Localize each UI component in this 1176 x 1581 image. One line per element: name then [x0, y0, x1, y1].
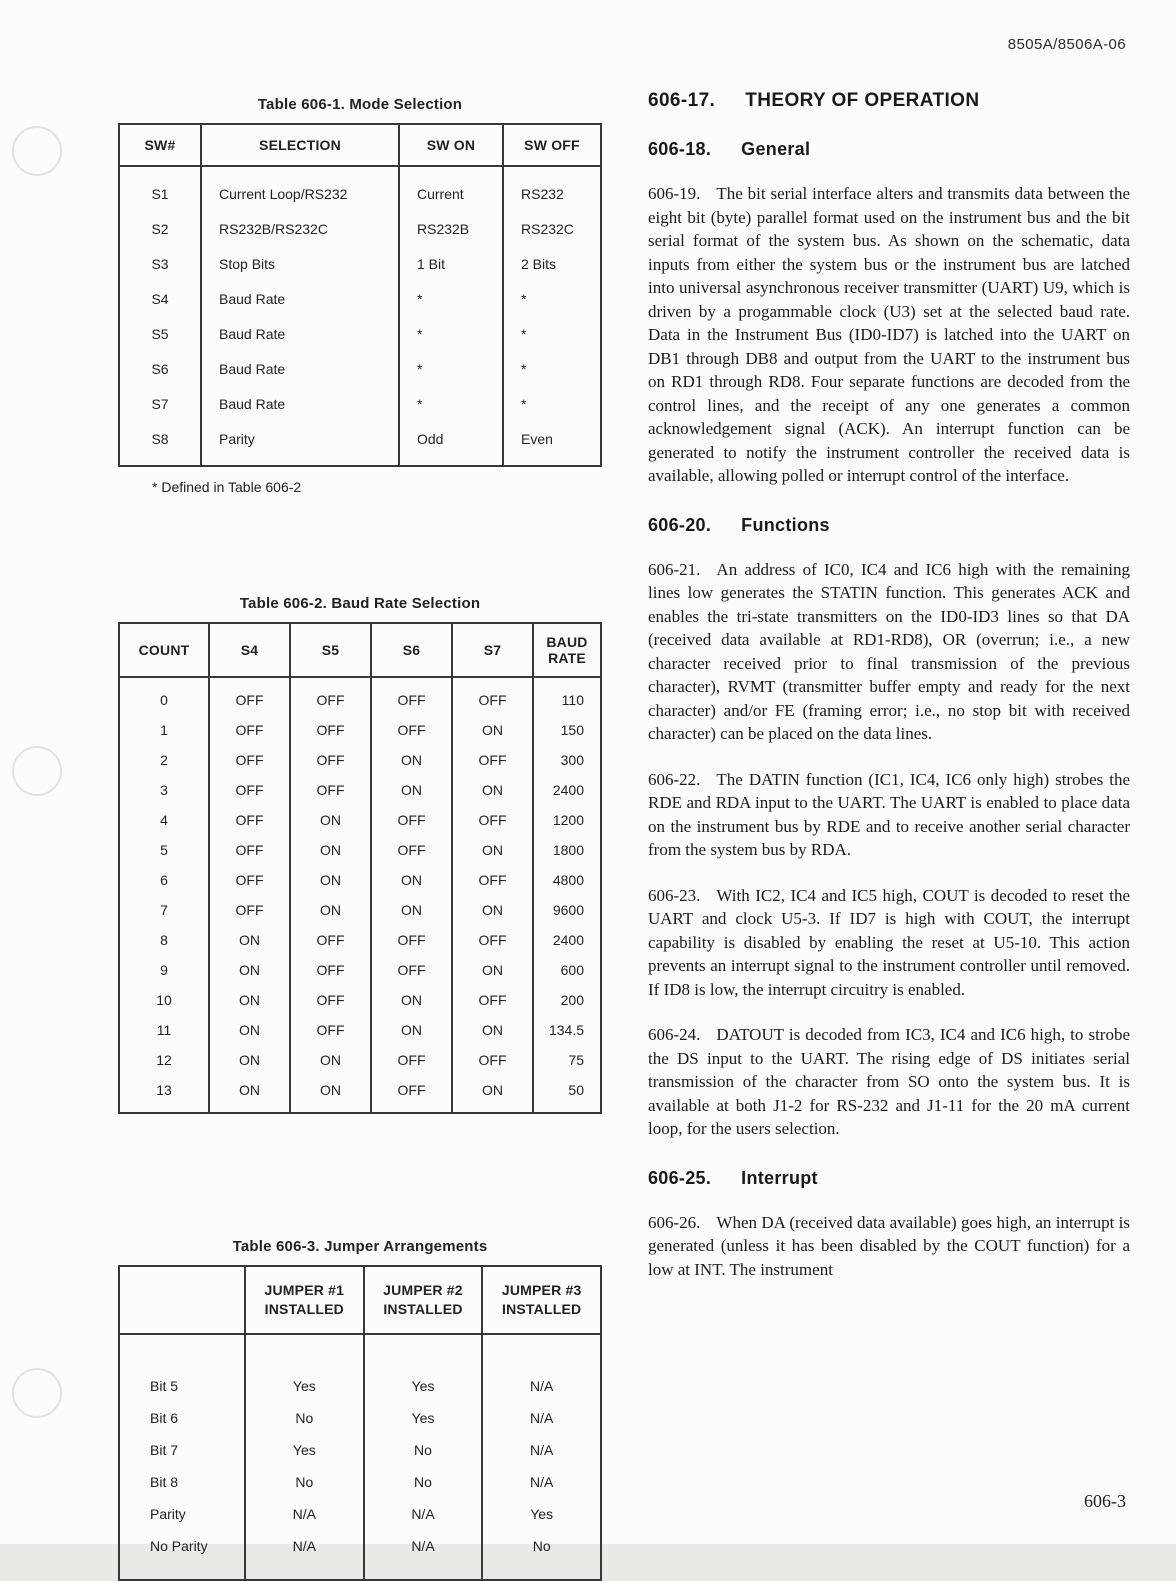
table-row: [119, 715, 601, 745]
table-body: [119, 166, 601, 466]
paragraph-number: 606-23.: [648, 885, 701, 905]
table-cell: Current Loop/RS232: [201, 166, 399, 211]
heading-text: Interrupt: [741, 1167, 818, 1188]
table-row: [119, 955, 601, 985]
table-cell: *: [399, 351, 503, 386]
table-cell: 3: [160, 782, 168, 798]
paragraph-606-21: [648, 558, 1130, 746]
table-cell: ON: [209, 925, 290, 955]
hole-punch: [12, 746, 62, 796]
table-606-3-title: Table 606-3. Jumper Arrangements: [232, 1238, 488, 1255]
table-header-row: [119, 1266, 601, 1334]
table-cell: OFF: [290, 677, 371, 715]
table-cell: OFF: [371, 677, 452, 715]
table-cell: Parity: [150, 1506, 186, 1522]
table-cell: S5: [151, 325, 169, 342]
table-cell: *: [503, 386, 601, 421]
table-cell: No: [482, 1530, 601, 1580]
paragraph-606-26: [648, 1211, 1130, 1282]
jumper-arrangements-table: [118, 1265, 602, 1581]
column-header: S6: [371, 623, 452, 677]
paragraph-606-22: [648, 768, 1130, 862]
table-row: [119, 166, 601, 211]
table-body: [119, 677, 601, 1113]
table-cell: ON: [371, 745, 452, 775]
paragraph-606-24: [648, 1023, 1130, 1141]
column-header: [119, 1266, 245, 1334]
table-cell: S1: [151, 185, 169, 202]
table-body: [119, 1334, 601, 1580]
table-cell: *: [503, 351, 601, 386]
column-header: COUNT: [119, 623, 209, 677]
table-cell: S2: [151, 220, 169, 237]
column-header: SW ON: [399, 124, 503, 166]
table-cell: OFF: [371, 1045, 452, 1075]
table-cell: OFF: [209, 715, 290, 745]
table-cell: S3: [151, 255, 169, 272]
left-column: [118, 96, 602, 1581]
table-cell: 9: [160, 962, 168, 978]
table-cell: RS232B/RS232C: [201, 211, 399, 246]
table-cell: ON: [452, 775, 533, 805]
hole-punch: [12, 126, 62, 176]
table-row: [119, 351, 601, 386]
hole-punch: [12, 1368, 62, 1418]
table-cell: 7: [160, 902, 168, 918]
table-cell: 8: [160, 932, 168, 948]
table-cell: OFF: [290, 1015, 371, 1045]
table-cell: ON: [290, 805, 371, 835]
paragraph-text: The bit serial interface alters and transmits data between the eight bit (byte) parallel format used on the instrument bus and the bit serial format of the system bus. As shown on the schematic, data inputs from either the system bus or the instrument bus are latched into universal asynchronous receiver transmitter (UART) U9, which is driven by a progammable clock (U3) set at the selected baud rate. Data in the Instrument Bus (ID0-ID7) is latched into the UART on DB1 through DB8 and output from the UART to the instrument bus on RD1 through RD8. Four separate functions are decoded from the control lines, and the receipt of any one generates a common acknowledgement signal (ACK). An interrupt function can be generated to notify the instrument controller the received data is available, allowing polled or interrupt control of the interface.: [648, 184, 1130, 485]
paragraph-number: 606-21.: [648, 559, 701, 579]
table-cell: N/A: [364, 1498, 483, 1530]
column-header: S5: [290, 623, 371, 677]
table-row: [119, 677, 601, 715]
table-cell: OFF: [371, 715, 452, 745]
table-cell: OFF: [452, 805, 533, 835]
table-row: [119, 985, 601, 1015]
page-number: 606-3: [1084, 1491, 1126, 1511]
table-cell: 5: [160, 842, 168, 858]
table-cell: N/A: [482, 1334, 601, 1402]
table-row: [119, 805, 601, 835]
paragraph-number: 606-26.: [648, 1212, 701, 1232]
table-cell: Bit 5: [150, 1378, 179, 1394]
table-cell: *: [399, 316, 503, 351]
table-cell: OFF: [452, 677, 533, 715]
table-cell: OFF: [371, 955, 452, 985]
table-row: [119, 281, 601, 316]
right-column: [648, 90, 1130, 1281]
table-cell: RS232B: [399, 211, 503, 246]
table-cell: ON: [371, 865, 452, 895]
column-header: JUMPER #2 INSTALLED: [364, 1266, 483, 1334]
table-header-row: [119, 623, 601, 677]
table-row: [119, 835, 601, 865]
table-cell: N/A: [482, 1434, 601, 1466]
table-cell: OFF: [209, 775, 290, 805]
table-cell: Parity: [201, 421, 399, 466]
table-cell: ON: [290, 865, 371, 895]
table-header-row: [119, 124, 601, 166]
table-cell: 0: [160, 692, 168, 708]
table-row: [119, 386, 601, 421]
table-cell: ON: [209, 1075, 290, 1113]
table-row: [119, 745, 601, 775]
table-cell: 2 Bits: [503, 246, 601, 281]
table-cell: N/A: [245, 1530, 364, 1580]
table-cell: 1800: [533, 835, 601, 865]
column-header: BAUD RATE: [533, 623, 601, 677]
table-cell: 600: [533, 955, 601, 985]
paragraph-number: 606-24.: [648, 1025, 701, 1044]
table-row: [119, 1402, 601, 1434]
table-cell: OFF: [209, 865, 290, 895]
table-cell: OFF: [452, 985, 533, 1015]
table-cell: 150: [533, 715, 601, 745]
table-cell: OFF: [209, 835, 290, 865]
table-cell: Baud Rate: [201, 351, 399, 386]
table-cell: OFF: [209, 677, 290, 715]
table-row: [119, 1045, 601, 1075]
table-cell: N/A: [482, 1402, 601, 1434]
table-cell: *: [503, 316, 601, 351]
table-row: [119, 316, 601, 351]
table-cell: 134.5: [533, 1015, 601, 1045]
table-row: [119, 1498, 601, 1530]
paragraph-text: An address of IC0, IC4 and IC6 high with the remaining lines low generates the STATIN function. This generates ACK and enables the tri-state transmitters on the ID0-ID3 lines so that DA (received data available at RD1-RD8), OR (overrun; i.e., a new character received prior to final transmission of the previous character), RVMT (transmitter buffer empty and ready for the next character) and/or FE (framing error; i.e., no stop bit with received character) can be placed on the data lines.: [648, 559, 1130, 743]
table-cell: ON: [290, 895, 371, 925]
table-cell: ON: [209, 1045, 290, 1075]
table-cell: *: [399, 386, 503, 421]
heading-number: 606-18.: [648, 139, 712, 159]
column-header: JUMPER #3 INSTALLED: [482, 1266, 601, 1334]
table-cell: 4: [160, 812, 168, 828]
table-cell: OFF: [290, 925, 371, 955]
table-cell: ON: [371, 985, 452, 1015]
paragraph-606-23: [648, 884, 1130, 1002]
table-cell: RS232: [503, 166, 601, 211]
paragraph-606-19: [648, 182, 1130, 488]
table-row: [119, 421, 601, 466]
table-cell: Baud Rate: [201, 316, 399, 351]
table-cell: OFF: [290, 985, 371, 1015]
table-cell: 6: [160, 872, 168, 888]
table-cell: OFF: [290, 955, 371, 985]
table-cell: Yes: [364, 1402, 483, 1434]
paragraph-text: The DATIN function (IC1, IC4, IC6 only high) strobes the RDE and RDA input to the UART. The UART is enabled to place data on the instrument bus by RDE and to receive another serial character from the system bus by RDA.: [648, 769, 1130, 859]
table-cell: Yes: [245, 1334, 364, 1402]
table-cell: Bit 7: [150, 1442, 179, 1458]
table-row: [119, 1334, 601, 1402]
section-heading-theory-of-operation: [648, 90, 1130, 112]
heading-number: 606-20.: [648, 514, 712, 535]
table-cell: 12: [156, 1052, 172, 1068]
table-cell: No: [245, 1466, 364, 1498]
mode-selection-table: [118, 123, 602, 467]
table-head: [119, 623, 601, 677]
table-row: [119, 211, 601, 246]
table-cell: Odd: [399, 421, 503, 466]
table-cell: ON: [371, 895, 452, 925]
table-cell: ON: [452, 715, 533, 745]
table-cell: 2400: [533, 925, 601, 955]
table-row: [119, 1075, 601, 1113]
table-cell: OFF: [209, 805, 290, 835]
table-cell: OFF: [452, 925, 533, 955]
heading-text: THEORY OF OPERATION: [745, 90, 980, 111]
table-cell: ON: [209, 1015, 290, 1045]
column-header: SELECTION: [201, 124, 399, 166]
table-cell: ON: [290, 835, 371, 865]
table-cell: 9600: [533, 895, 601, 925]
table-cell: OFF: [452, 745, 533, 775]
table-cell: 50: [533, 1075, 601, 1113]
column-header: S7: [452, 623, 533, 677]
table-cell: ON: [371, 1015, 452, 1045]
table-cell: OFF: [452, 865, 533, 895]
heading-number: 606-25.: [648, 1167, 712, 1188]
table-row: [119, 246, 601, 281]
table-cell: OFF: [290, 775, 371, 805]
table-cell: No: [364, 1434, 483, 1466]
table-cell: Bit 8: [150, 1474, 179, 1490]
paragraph-text: DATOUT is decoded from IC3, IC4 and IC6 high, to strobe the DS input to the UART. The rising edge of DS initiates serial transmission of the character from SO onto the system bus. It is available at both J1-2 for RS-232 and J1-11 for the 20 mA current loop, for the users selection.: [648, 1025, 1130, 1138]
table-cell: No Parity: [150, 1538, 208, 1554]
heading-text: Functions: [741, 514, 830, 535]
table-cell: ON: [452, 835, 533, 865]
column-header: SW OFF: [503, 124, 601, 166]
table-cell: 11: [156, 1022, 172, 1038]
table-cell: 1: [160, 722, 168, 738]
table-cell: OFF: [209, 745, 290, 775]
table-cell: N/A: [482, 1466, 601, 1498]
table-cell: 2: [160, 752, 168, 768]
table-row: [119, 1434, 601, 1466]
subheading-functions: [648, 515, 1130, 536]
paragraph-text: With IC2, IC4 and IC5 high, COUT is decoded to reset the UART and clock U5-3. If ID7 is high with COUT, the interrupt capability is disabled by enabling the reset at U5-10. This action prevents an interrupt signal to the instrument controller until removed. If ID8 is low, the interrupt circuitry is enabled.: [648, 885, 1130, 999]
table-cell: N/A: [364, 1530, 483, 1580]
table-cell: ON: [452, 1075, 533, 1113]
table-cell: Even: [503, 421, 601, 466]
paragraph-text: When DA (received data available) goes high, an interrupt is generated (unless it has been disabled by the COUT function) for a low at INT. The instrument: [648, 1212, 1130, 1279]
table-cell: *: [503, 281, 601, 316]
table-cell: *: [399, 281, 503, 316]
table-cell: OFF: [371, 835, 452, 865]
table-cell: No: [245, 1402, 364, 1434]
table-cell: 200: [533, 985, 601, 1015]
column-header: S4: [209, 623, 290, 677]
table-cell: ON: [452, 955, 533, 985]
table-cell: ON: [209, 985, 290, 1015]
heading-text: General: [741, 139, 811, 159]
table-cell: 1 Bit: [399, 246, 503, 281]
table-606-2-title: Table 606-2. Baud Rate Selection: [239, 595, 481, 612]
table-606-1-title: Table 606-1. Mode Selection: [257, 96, 463, 113]
baud-rate-selection-table: [118, 622, 602, 1114]
table-cell: ON: [209, 955, 290, 985]
table-cell: Yes: [364, 1334, 483, 1402]
table-cell: Yes: [482, 1498, 601, 1530]
table-cell: 1200: [533, 805, 601, 835]
table-row: [119, 865, 601, 895]
table-cell: 2400: [533, 775, 601, 805]
table-cell: No: [364, 1466, 483, 1498]
table-cell: OFF: [371, 805, 452, 835]
subheading-interrupt: [648, 1168, 1130, 1189]
table-cell: 110: [533, 677, 601, 715]
table-cell: ON: [452, 895, 533, 925]
table-cell: ON: [290, 1045, 371, 1075]
table-cell: OFF: [290, 715, 371, 745]
column-header: JUMPER #1 INSTALLED: [245, 1266, 364, 1334]
table-cell: ON: [371, 775, 452, 805]
column-header: SW#: [119, 124, 201, 166]
subheading-general: [648, 139, 1130, 160]
table-cell: ON: [452, 1015, 533, 1045]
table-cell: S4: [151, 290, 169, 307]
table-cell: N/A: [245, 1498, 364, 1530]
table-head: [119, 1266, 601, 1334]
table-cell: S8: [151, 430, 169, 447]
paragraph-number: 606-22.: [648, 769, 701, 789]
table-cell: OFF: [371, 925, 452, 955]
table-cell: Baud Rate: [201, 386, 399, 421]
table-cell: Baud Rate: [201, 281, 399, 316]
table-cell: OFF: [290, 745, 371, 775]
table-cell: RS232C: [503, 211, 601, 246]
table-606-1-footnote: * Defined in Table 606-2: [152, 479, 302, 495]
paragraph-number: 606-19.: [648, 184, 701, 203]
table-cell: S6: [151, 360, 169, 377]
table-row: [119, 775, 601, 805]
heading-number: 606-17.: [648, 90, 716, 111]
table-row: [119, 1466, 601, 1498]
table-row: [119, 1530, 601, 1580]
table-cell: Bit 6: [150, 1410, 179, 1426]
table-cell: OFF: [452, 1045, 533, 1075]
table-cell: OFF: [371, 1075, 452, 1113]
table-cell: 75: [533, 1045, 601, 1075]
table-cell: 4800: [533, 865, 601, 895]
table-cell: 300: [533, 745, 601, 775]
table-cell: ON: [290, 1075, 371, 1113]
table-row: [119, 1015, 601, 1045]
table-row: [119, 925, 601, 955]
table-cell: 13: [156, 1082, 172, 1098]
doc-number: 8505A/8506A-06: [1007, 36, 1126, 53]
table-cell: Yes: [245, 1434, 364, 1466]
table-cell: Stop Bits: [201, 246, 399, 281]
table-cell: Current: [399, 166, 503, 211]
table-cell: 10: [156, 992, 172, 1008]
table-head: [119, 124, 601, 166]
table-cell: S7: [151, 395, 169, 412]
table-row: [119, 895, 601, 925]
table-cell: OFF: [209, 895, 290, 925]
